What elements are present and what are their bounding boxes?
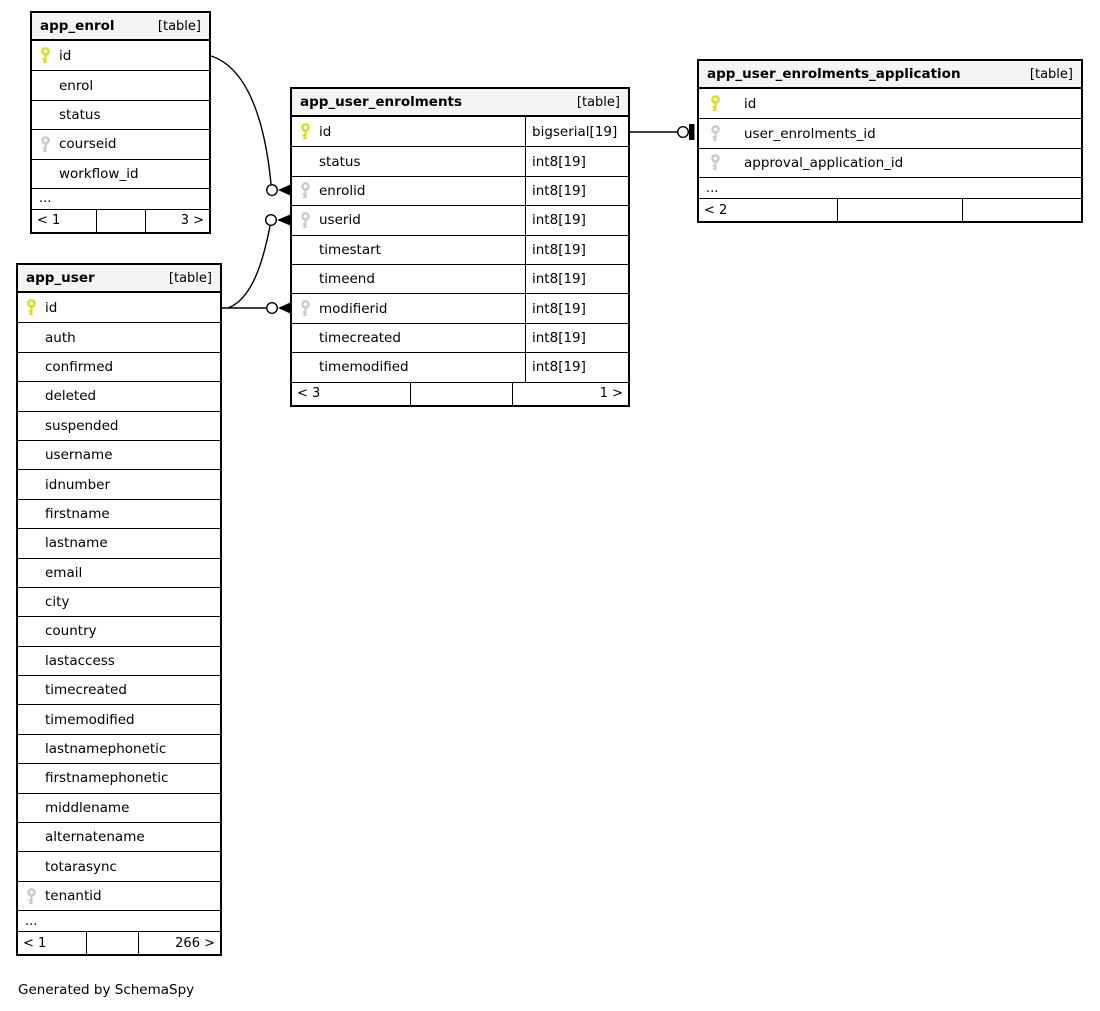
column-name: enrolid [319,182,366,199]
column-name: middlename [45,799,130,816]
column-name: timeend [319,271,375,288]
column-type: int8[19] [525,206,628,234]
column-row [18,352,220,381]
column-row [18,440,220,469]
footer-mid-cell [96,210,145,232]
foreign-key-icon [710,125,721,142]
column-row [292,205,628,234]
column-row [18,558,220,587]
column-name: alternatename [45,829,145,846]
footer-parents-count: 1 > [512,383,628,405]
column-row [292,323,628,352]
column-name: timemodified [45,711,135,728]
column-row [18,646,220,675]
column-type: int8[19] [525,236,628,264]
fk-line-user-to-userid [228,226,270,308]
column-row [18,793,220,822]
column-row [18,763,220,792]
column-name: status [59,106,101,123]
foreign-key-icon [300,182,311,199]
column-row [18,881,220,910]
column-row [18,381,220,410]
zero-circle-endpoint [678,127,689,138]
column-row [18,616,220,645]
footer-parents-count: 3 > [145,210,209,232]
column-name: timemodified [319,359,409,376]
column-name: firstname [45,505,110,522]
column-name: confirmed [45,358,114,375]
table-header [699,61,1081,89]
column-row [32,70,209,99]
column-name: lastaccess [45,652,115,669]
footer-mid-cell [410,383,512,405]
table-app_user[interactable] [16,263,222,956]
zero-circle-endpoint [267,303,278,314]
table-badge: [table] [1029,66,1073,82]
column-name: id [744,95,757,112]
column-name: id [45,299,58,316]
column-name: modifierid [319,300,388,317]
footer-mid-cell [837,199,962,221]
table-name: app_user_enrolments_application [707,66,961,82]
column-name: timecreated [319,329,401,346]
column-row [292,235,628,264]
table-footer [292,382,628,405]
column-type: int8[19] [525,353,628,381]
footer-parents-count [962,199,1081,221]
column-row [292,293,628,322]
fk-line-enrol-to-enrolid [211,56,271,184]
column-name: approval_application_id [744,154,904,171]
table-badge: [table] [576,94,620,110]
column-name: city [45,594,70,611]
column-row [32,159,209,188]
column-name: totarasync [45,858,117,875]
column-row [292,352,628,381]
zero-circle-endpoint [266,215,277,226]
primary-key-icon [40,47,51,64]
column-name: status [319,153,361,170]
column-row [699,148,1081,177]
table-footer [32,209,209,232]
table-app_user_enrolments[interactable] [290,87,630,407]
primary-key-icon [26,299,37,316]
primary-key-icon [710,95,721,112]
foreign-key-icon [300,212,311,229]
table-header [32,13,209,41]
table-footer [699,198,1081,221]
column-row [292,176,628,205]
footer-children-count: < 1 [37,213,61,229]
table-header [292,89,628,117]
column-type: int8[19] [525,265,628,293]
column-type: int8[19] [525,147,628,175]
table-badge: [table] [168,270,212,286]
column-name: workflow_id [59,165,139,182]
column-name: auth [45,329,76,346]
table-name: app_enrol [40,18,115,34]
column-name: timestart [319,241,381,258]
foreign-key-icon [26,888,37,905]
column-name: id [319,123,332,140]
column-row [18,587,220,616]
column-name: tenantid [45,888,102,904]
column-row [18,499,220,528]
table-app_user_enrolments_application[interactable] [697,59,1083,223]
column-type: int8[19] [525,324,628,352]
column-row [32,100,209,129]
footer-children-count: < 1 [23,935,47,951]
footer-children-count: < 3 [297,386,321,402]
column-row [699,89,1081,118]
column-row [32,129,209,158]
column-row [292,146,628,175]
column-row [18,293,220,322]
column-row [292,117,628,146]
column-type: int8[19] [525,294,628,322]
table-footer [18,931,220,954]
column-row [18,851,220,880]
more-columns-ellipsis: ... [18,910,220,931]
column-row [699,118,1081,147]
footer-mid-cell [86,932,138,954]
footer-children-count: < 2 [704,202,728,218]
column-name: idnumber [45,476,111,493]
column-row [18,734,220,763]
column-row [32,41,209,70]
column-name: firstnamephonetic [45,770,169,787]
column-name: deleted [45,388,97,405]
table-badge: [table] [157,18,201,34]
arrowhead-endpoint [278,303,290,314]
column-row [18,469,220,498]
column-name: enrol [59,77,94,94]
table-name: app_user [26,270,95,286]
primary-key-icon [300,123,311,140]
footer-parents-count: 266 > [138,932,220,954]
column-name: username [45,447,113,464]
column-row [18,675,220,704]
zero-circle-endpoint [267,185,278,196]
column-name: country [45,623,97,640]
table-name: app_user_enrolments [300,94,463,110]
column-row [18,411,220,440]
column-name: userid [319,212,361,229]
arrowhead-endpoint [278,185,290,196]
more-columns-ellipsis: ... [699,177,1081,198]
column-row [292,264,628,293]
foreign-key-icon [40,136,51,153]
table-header [18,265,220,293]
column-name: suspended [45,417,119,434]
column-row [18,822,220,851]
table-app_enrol[interactable] [30,11,211,234]
bar-endpoint [689,124,695,140]
column-row [18,322,220,351]
column-type: bigserial[19] [525,117,628,146]
column-name: timecreated [45,682,127,699]
generated-by-note: Generated by SchemaSpy [18,982,195,998]
column-name: lastnamephonetic [45,741,167,758]
column-name: id [59,47,72,64]
more-columns-ellipsis: ... [32,188,209,209]
column-name: courseid [59,136,117,153]
column-row [18,528,220,557]
column-type: int8[19] [525,177,628,205]
column-name: email [45,564,83,581]
foreign-key-icon [710,154,721,171]
column-name: user_enrolments_id [744,125,876,142]
column-row [18,704,220,733]
foreign-key-icon [300,300,311,317]
column-name: lastname [45,535,108,552]
arrowhead-endpoint [277,215,290,226]
